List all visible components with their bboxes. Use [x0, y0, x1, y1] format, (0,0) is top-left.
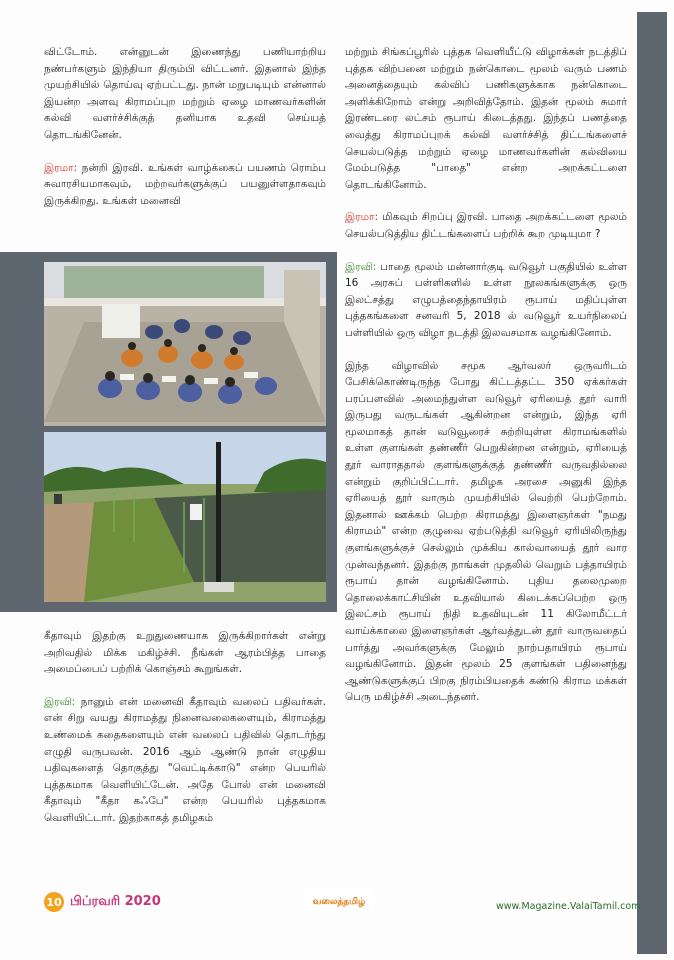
- paragraph: கீதாவும் இதற்கு உறுதுணையாக இருக்கிறார்கள் என்று அறிவதில் மிக்க மகிழ்ச்சி. நீங்கள் ஆரம்பித்த பாதை அமைப்பைப் பற்றிக் கொஞ்சம் கூறுங்கள்.: [44, 630, 326, 676]
- svg-text:வலைத்தமிழ்: வலைத்தமிழ்: [312, 897, 366, 907]
- page-number: 10: [44, 892, 64, 912]
- issue-date: பிப்ரவரி 2020: [70, 894, 161, 909]
- question-paragraph: [44, 160, 326, 210]
- speaker-ravi: இரவி:: [44, 695, 76, 708]
- paragraph: இந்த விழாவில் சமூக ஆர்வலர் ஒருவரிடம் பேசிக்கொண்டிருந்த போது கிட்டத்தட்ட 350 ஏக்கர்கள் பரப்பளவில் அமைந்துள்ள வடுவூர் ஏரியைத் தூர் வாரி இருபது வருடங்கள் ஆகின்றன என்றும், இந்த ஏரி மூலமாகத் தான் வடுவூரைச் சுற்றியுள்ள கிராமங்களில் உள்ள குளங்கள் தண்ணீர் பெறுகின்றன என்றும், ஏரியைத் தூர் வாராததால் குளங்களுக்குத் தண்ணீர் வருவதில்லை என்றும் குறிப்பிட்டார். தமிழக அரசை அனுகி இந்த ஏரியைத் தூர் வாரும் முயற்சியில் வெற்றி பெற்றோம். இதனால் ஊக்கம் பெற்ற கிராமத்து இளைஞர்கள் "நமது கிராமம்" என்ற குழுவை ஏற்படுத்தி வடுவூர் ஏரியிலிருந்து குளங்களுக்குச் செல்லும் முக்கிய கால்வாயைத் தூர் வார முன்வந்தனர். இதற்கு நாங்கள் முதலில் வெறும் பத்தாயிரம் ரூபாய் தான் வழங்கினோம். புதிய தலைமுறை தொலைக்காட்சியின் உதவியால் கிடைக்கப்பெற்ற ஒரு இலட்சம் ரூபாய் நிதி உதவியுடன் 11 கிலோமீட்டர் வாய்க்காலை இளைஞர்கள் ஆர்வத்துடன் தூர் வாருவதைப் பார்த்து அவர்களுக்கு மேலும் நாற்பதாயிரம் ரூபாய் வழங்கினோம். இதன் மூலம் 25 குளங்கள் பதினைந்து ஆண்டுகளுக்குப் பிறகு நிரம்பியதைக் கண்டு கிராம மக்கள் பெரு மகிழ்ச்சி அடைந்தனர்.: [345, 359, 627, 704]
- answer-paragraph: [44, 694, 326, 827]
- left-column-top: [44, 44, 326, 225]
- classroom-photo: [44, 262, 326, 426]
- answer-text: பாதை மூலம் மன்னார்குடி வடுவூர் பகுதியில் உள்ள 16 அரசுப் பள்ளிகளில் உள்ள நூலகங்களுக்கு ஒரு இலட்சத்து எழுபத்தைந்தாயிரம் ரூபாய் மதிப்புள்ள புத்தகங்களை சனவரி 5, 2018 ல் வடுவூர் உயர்நிலைப் பள்ளியில் ஒரு விழா நடத்தி இலவசமாக வழங்கினோம்.: [345, 260, 627, 339]
- answer-text: நானும் என் மனைவி கீதாவும் வலைப் பதிவர்கள். என் சிறு வயது கிராமத்து நினைவலைகளையும், கிராமத்து உண்மைக் கதைகளையும் என் வலைப் பதிவில் தொடர்ந்து எழுதி வருபவன். 2016 ஆம் ஆண்டு நான் எழுதிய பதிவுகளைத் தொகுத்து "வெட்டிக்காடு" என்ற பெயரில் புத்தகமாக வெளியிட்டேன். அதே போல் என் மனைவி கீதாவும் "கீதா கஃபே" என்ற பெயரில் புத்தகமாக வெளியிட்டார். இதற்காகத் தமிழகம்: [44, 695, 326, 824]
- paragraph: விட்டோம். என்னுடன் இணைந்து பணியாற்றிய நண்பர்களும் இந்தியா திரும்பி விட்டனர். இதனால் இந்த முயற்சியில் தொய்வு ஏற்பட்டது. நான் மறுபடியும் என்னால் இயன்ற அளவு கிராமப்புற மற்றும் ஏழை மாணவர்களின் கல்வி வளர்ச்சிக்குத் தனியாக உதவி செய்யத் தொடங்கினேன்.: [44, 46, 326, 141]
- speaker-rama: இரமா:: [44, 161, 78, 174]
- question-paragraph: [345, 209, 627, 242]
- right-column: [345, 44, 627, 722]
- website-link[interactable]: www.Magazine.ValaiTamil.com: [496, 901, 641, 912]
- lake-photo: [44, 432, 326, 602]
- side-bar-decoration: [637, 12, 667, 954]
- speaker-rama: இரமா:: [345, 211, 379, 224]
- valaitamil-logo: [304, 889, 374, 911]
- question-text: மிகவும் சிறப்பு இரவி. பாதை அறக்கட்டளை மூலம் செயல்படுத்திய திட்டங்களைப் பற்றிக் கூற முடியுமா ?: [345, 211, 627, 240]
- left-column-bottom: [44, 628, 326, 843]
- footer-left: [44, 892, 161, 912]
- speaker-ravi: இரவி:: [345, 260, 377, 273]
- answer-paragraph: [345, 259, 627, 342]
- paragraph: மற்றும் சிங்கப்பூரில் புத்தக வெளியீட்டு விழாக்கள் நடத்திப் புத்தக விற்பனை மற்றும் நன்கொடை மூலம் வரும் பணம் அனைத்தையும் கல்விப் பணிகளுக்காக நன்கொடை அளிக்கிறோம் என்று அறிவித்தோம். இதன் மூலம் சுமார் இரண்டரை லட்சம் ரூபாய் கிடைத்தது. இந்தப் பணத்தை வைத்து கிராமப்புறக் கல்வி வளர்ச்சித் திட்டங்களைச் செயல்படுத்த மற்றும் ஏழை மாணவர்களின் கல்வியை மேம்படுத்த "பாதை" என்ற அறக்கட்டளை தொடங்கினோம்.: [345, 46, 627, 191]
- question-text: நன்றி இரவி. உங்கள் வாழ்க்கைப் பயணம் ரொம்ப சுவாரசியமாகவும், மற்றவர்களுக்குப் பயனுள்ளதாகவும் இருக்கிறது. உங்கள் மனைவி: [44, 161, 326, 207]
